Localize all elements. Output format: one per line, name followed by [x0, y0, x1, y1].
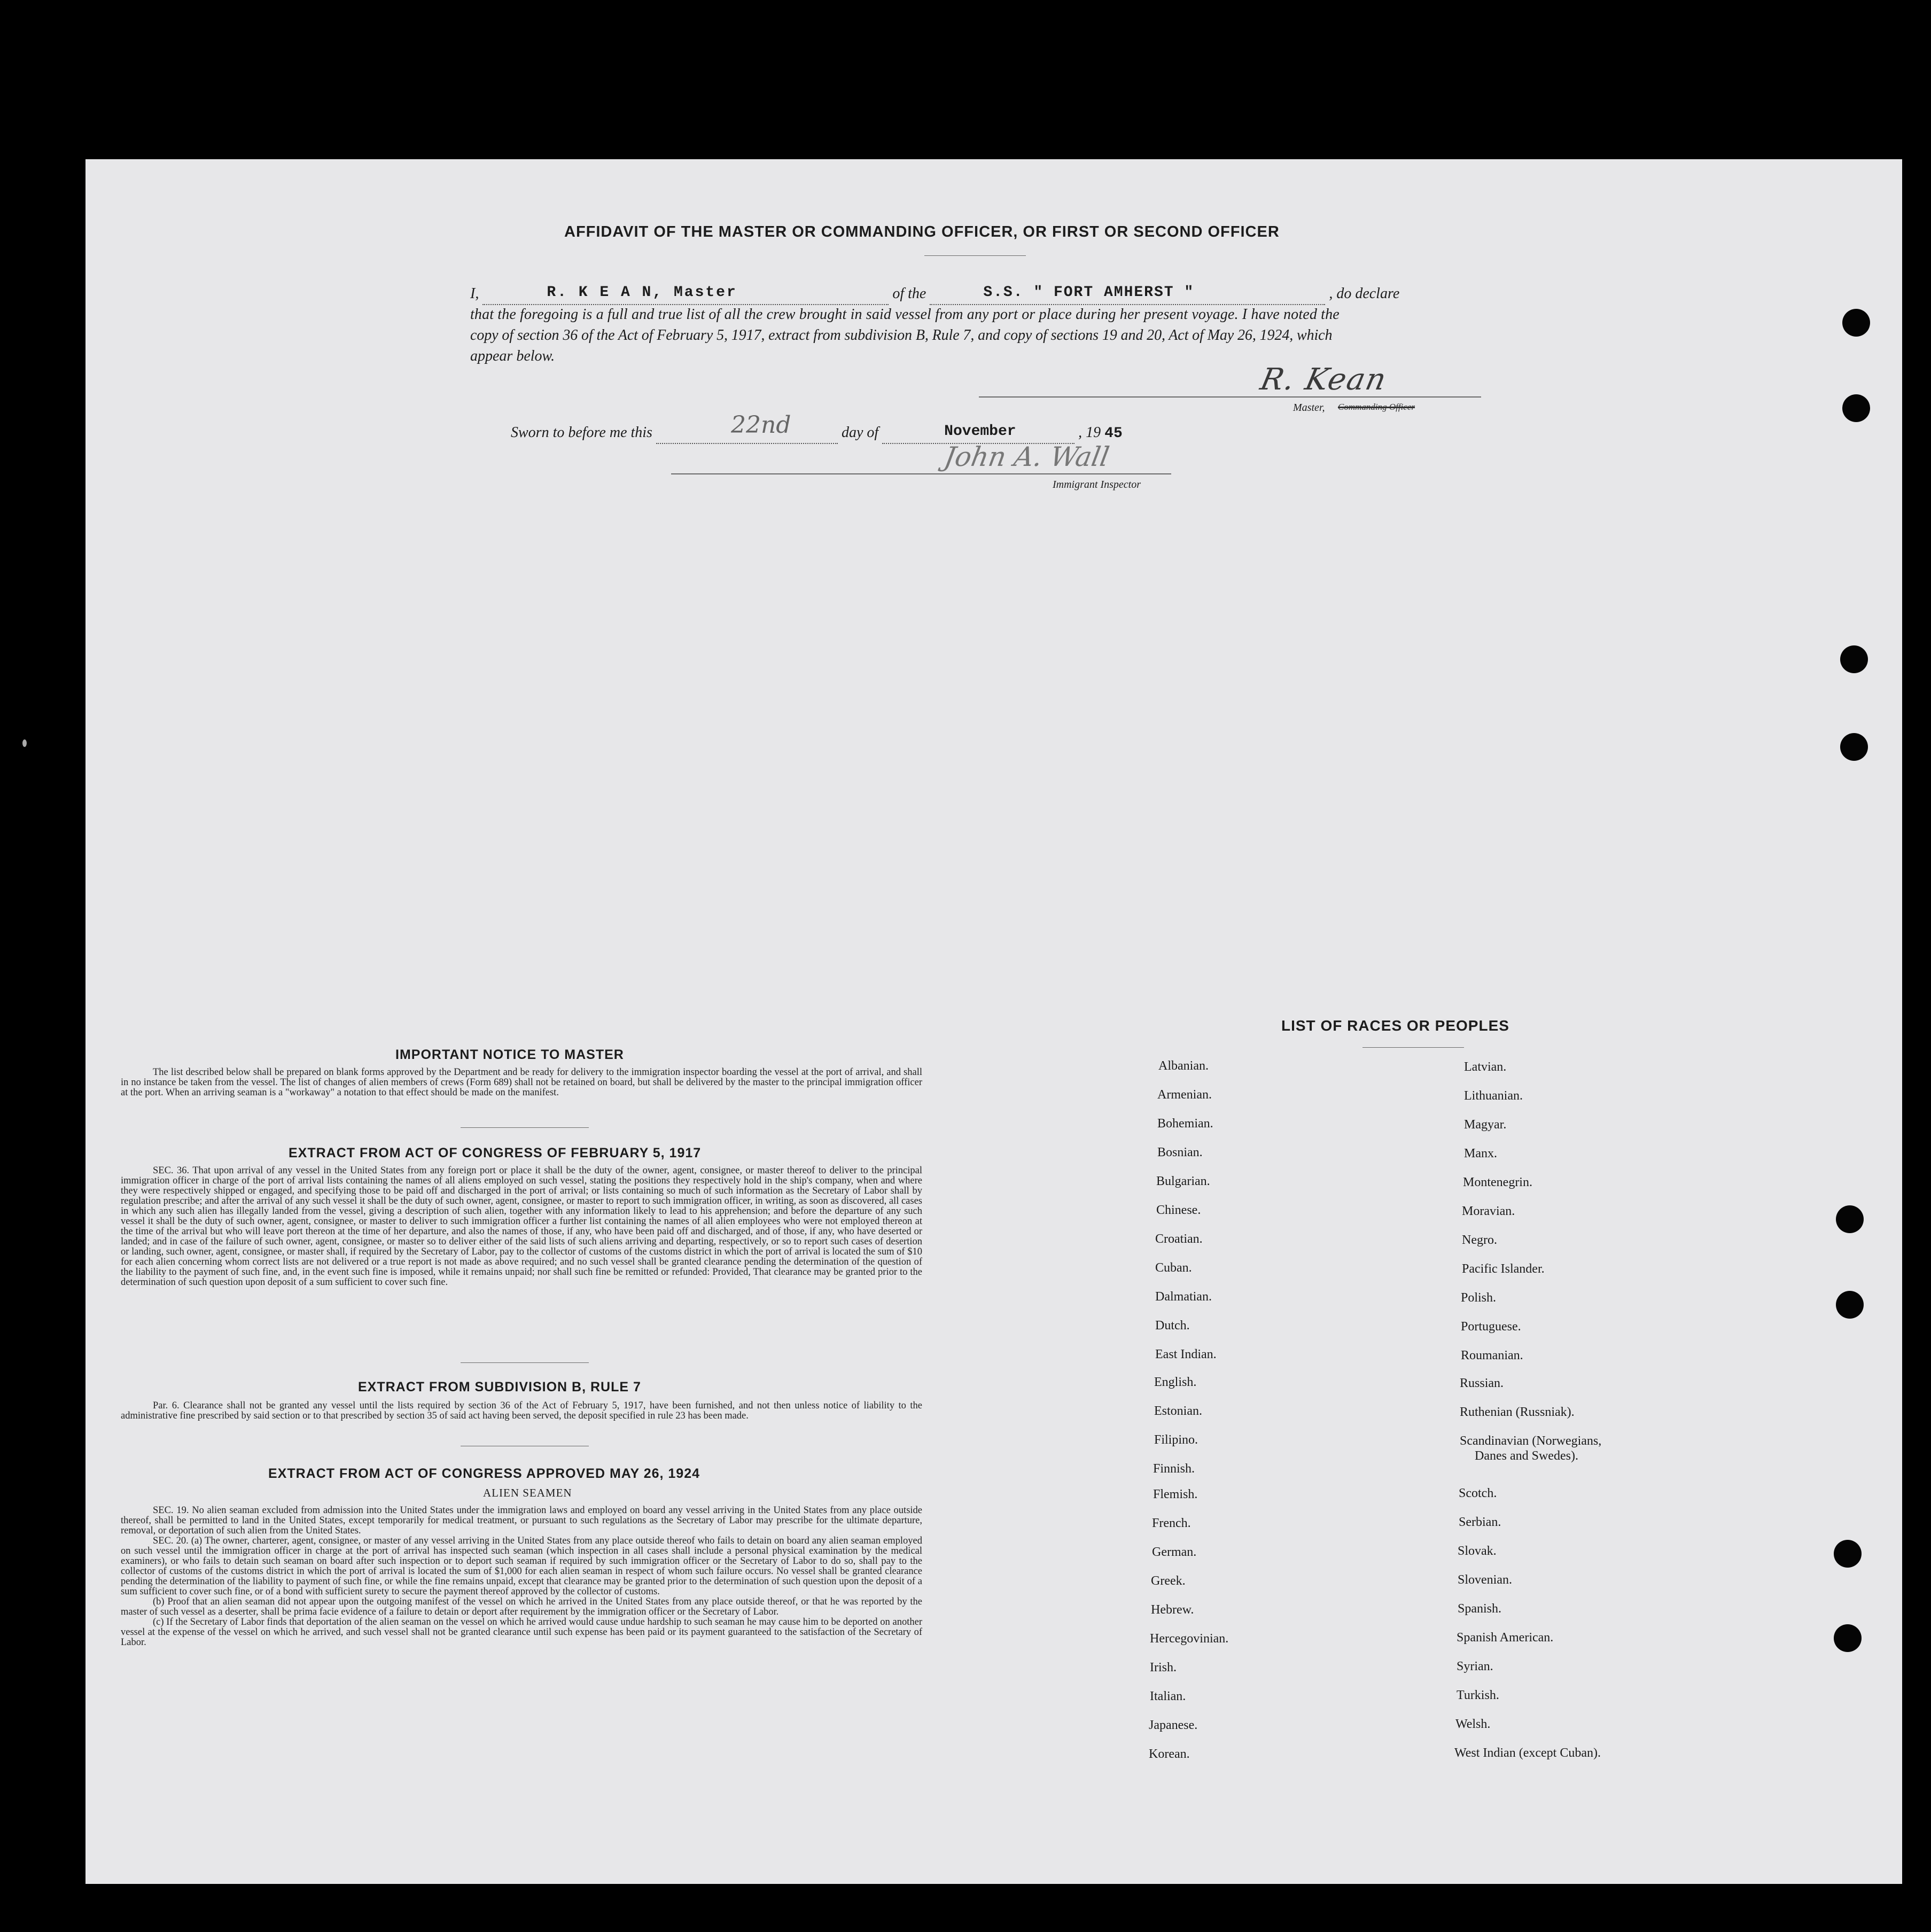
master-signature-line — [979, 396, 1481, 398]
race-item: English. — [1154, 1375, 1197, 1389]
race-item: Syrian. — [1457, 1660, 1493, 1673]
inspector-label: Immigrant Inspector — [1053, 479, 1141, 490]
punch-hole — [1834, 1624, 1862, 1652]
race-item: Polish. — [1461, 1291, 1497, 1305]
race-item: Dutch. — [1155, 1319, 1190, 1333]
race-item: Russian. — [1460, 1376, 1504, 1390]
race-item: Cuban. — [1155, 1261, 1192, 1275]
race-item: Chinese. — [1156, 1203, 1201, 1217]
year-prefix-label: , 19 — [1078, 424, 1101, 441]
races-divider — [1362, 1047, 1464, 1048]
race-item: Slovak. — [1458, 1544, 1497, 1558]
race-item: Turkish. — [1457, 1688, 1499, 1702]
i-label: I, — [470, 285, 479, 302]
affidavit-line-4: appear below. — [470, 348, 555, 364]
race-item: Estonian. — [1154, 1404, 1202, 1418]
notice-text — [121, 1068, 922, 1098]
race-item: Filipino. — [1154, 1433, 1198, 1447]
day-field — [656, 411, 838, 444]
scan-speck — [22, 739, 27, 747]
sec-36-paragraph: SEC. 36. That upon arrival of any vessel in the United States from any foreign port or place it shall be the duty of the owner, agent, consignee, or master thereof to deliver to the principal immigration officer in charge of the port of arrival lists containing the names of all aliens employed on such vessel, stating the positions they respectively hold in the ship's company, when and where they were respectively shipped or engaged, and specifying those to be paid off and discharged in the port of arrival; or lists containing so much of such information as the Secretary of Labor shall by regulation prescribe; and after the arrival of any such vessel it shall be the duty of such owner, agent, consignee, or master to report to such immigration officer, in writing, as soon as discovered, all cases in which any such alien has illegally landed from the vessel, giving a description of such alien, together with any information likely to lead to his apprehension; and before the departure of any such vessel it shall be the duty of such owner, agent, consignee, or master to deliver to such immigration officer a further list containing the names of all alien employees who were not employed thereon at the time of the arrival but who will leave port thereon at the time of her departure, and also the names of those, if any, who have been paid off and discharged, and of those, if any, who have deserted or landed; and in case of the failure of such owner, agent, consignee, or master so to deliver either of the said lists of such aliens arriving and departing, respectively, or so to report such cases of desertion or landing, such owner, agent, consignee, or master shall, if required by the Secretary of Labor, pay to the collector of customs of the customs district in which the port of arrival is located the sum of $10 for each alien concerning whom correct lists are not delivered or a true report is not made as above required; and no such vessel shall be granted clearance pending the determination of the question of the liability to the payment of such fine, and, in the event such fine is imposed, while it remains unpaid; nor shall such fine be remitted or refunded: Provided, That clearance may be granted prior to the determination of such question upon deposit of a sum sufficient to cover such fine. — [121, 1165, 922, 1288]
race-item: Moravian. — [1462, 1204, 1515, 1218]
day-value: 22nd — [730, 411, 791, 439]
race-item: Danes and Swedes). — [1475, 1449, 1578, 1463]
affidavit-line-3: copy of section 36 of the Act of February 5, 1917, extract from subdivision B, Rule 7, and copy of sections 19 and 20, Act of May 26, 1924, which — [470, 327, 1333, 344]
race-item: Portuguese. — [1461, 1320, 1521, 1334]
sworn-label: Sworn to before me this — [511, 424, 652, 441]
day-of-label: day of — [841, 424, 879, 441]
sec-20a-paragraph: SEC. 20. (a) The owner, charterer, agent, consignee, or master of any vessel arriving in the United States from any place outside thereof who fails to detain on board any alien seaman employed on such vessel until the immigration officer in charge at the port of arrival has inspected such seaman (which inspection in all cases shall include a personal physical examination by the medical examiners), or who fails to detain such seaman on board after such inspection or to deport such seaman if required by such immigration officer or the Secretary of Labor to do so, shall pay to the collector of customs of the customs district in which the port of arrival is located the sum of $1,000 for each alien seaman in respect of whom such failure occurs. No vessel shall be granted clearance pending the determination of the liability to payment of such fine, or while the fine remains unpaid, except that clearance may be granted prior to the determination of such question upon the deposit of a sum sufficient to cover such fine, or of a bond with sufficient surety to secure the payment thereof approved by the collector of customs. — [121, 1536, 922, 1597]
sworn-row — [511, 411, 1152, 443]
race-item: Bosnian. — [1157, 1146, 1203, 1159]
punch-hole — [1842, 309, 1870, 337]
race-item: Greek. — [1151, 1574, 1186, 1588]
punch-hole — [1840, 645, 1868, 673]
race-item: French. — [1152, 1516, 1191, 1530]
declare-label: , do declare — [1329, 285, 1400, 302]
punch-hole — [1840, 733, 1868, 761]
vessel-name-value: S.S. " FORT AMHERST " — [983, 284, 1195, 301]
sec-20c-paragraph: (c) If the Secretary of Labor finds that deportation of the alien seaman on the vessel on which he arrived would cause undue hardship to such seaman he may cause him to be deported on another vessel at the expense of the vessel on which he arrived, and such vessel shall not be granted clearance until such expense has been paid or its payment guaranteed to the satisfaction of the Secretary of Labor. — [121, 1617, 922, 1648]
affidavit-statement — [470, 283, 1483, 367]
race-item: Italian. — [1150, 1689, 1186, 1703]
race-item: Lithuanian. — [1464, 1089, 1523, 1103]
master-signature: R. Kean — [1257, 362, 1390, 397]
race-item: Welsh. — [1455, 1717, 1491, 1731]
notice-paragraph: The list described below shall be prepared on blank forms approved by the Department and be ready for delivery to the immigration inspector boarding the vessel at the port of arrival, and shall in no instance be taken from the vessel. The list of changes of alien members of crews (Form 689) shall not be retained on board, but shall be delivered by the master to the principal immigration officer at the port. When an arriving seaman is a "workaway" a notation to that effect should be made on the manifest. — [121, 1067, 922, 1098]
affidavit-line-2: that the foregoing is a full and true list of all the crew brought in said vessel from any port or place during her present voyage. I have noted the — [470, 306, 1340, 323]
race-item: Japanese. — [1149, 1718, 1198, 1732]
race-item: Albanian. — [1158, 1059, 1209, 1073]
of-the-label: of the — [892, 285, 926, 302]
race-item: Negro. — [1462, 1233, 1497, 1247]
race-item: Finnish. — [1153, 1462, 1195, 1476]
race-item: Dalmatian. — [1155, 1290, 1212, 1304]
extract-1917-text — [121, 1166, 922, 1288]
alien-seamen-subtitle: ALIEN SEAMEN — [483, 1486, 572, 1499]
notice-title: IMPORTANT NOTICE TO MASTER — [395, 1047, 624, 1062]
race-item: Irish. — [1150, 1661, 1177, 1674]
race-item: East Indian. — [1155, 1347, 1217, 1361]
inspector-signature-line — [671, 473, 1171, 474]
section-divider — [461, 1127, 589, 1128]
punch-hole — [1834, 1540, 1862, 1568]
races-title: LIST OF RACES OR PEOPLES — [1281, 1017, 1509, 1034]
struck-title-label: Commanding Officer — [1338, 402, 1415, 412]
race-item: Pacific Islander. — [1462, 1262, 1545, 1276]
punch-hole — [1836, 1205, 1864, 1233]
race-item: Korean. — [1149, 1747, 1190, 1761]
title-divider — [924, 255, 1026, 256]
race-item: Hebrew. — [1151, 1603, 1194, 1617]
extract-rule7-title: EXTRACT FROM SUBDIVISION B, RULE 7 — [358, 1380, 641, 1395]
sworn-line — [511, 411, 1152, 443]
race-item: Manx. — [1464, 1147, 1497, 1160]
race-item: Scotch. — [1459, 1486, 1497, 1500]
race-item: Serbian. — [1459, 1515, 1501, 1529]
race-item: Bulgarian. — [1156, 1174, 1210, 1188]
month-field — [882, 422, 1074, 444]
race-item: Spanish. — [1458, 1602, 1502, 1616]
race-item: Slovenian. — [1458, 1573, 1512, 1587]
race-item: Hercegovinian. — [1150, 1632, 1229, 1646]
race-item: German. — [1152, 1545, 1197, 1559]
section-divider — [461, 1362, 589, 1363]
punch-hole — [1836, 1291, 1864, 1319]
par-6-paragraph: Par. 6. Clearance shall not be granted any vessel until the lists required by section 36 of the Act of February 5, 1917, have been furnished, and not then unless notice of liability to the administrative fine prescribed by said section or to that prescribed by section 35 of said act having been served, the deposit specified in rule 23 has been made. — [121, 1400, 922, 1421]
sec-20b-paragraph: (b) Proof that an alien seaman did not appear upon the outgoing manifest of the vessel on which he arrived in the United States from any place outside thereof, or that he was reported by the master of such vessel as a deserter, shall be prima facie evidence of a failure to detain or deport after requirement by the immigration officer or the Secretary of Labor. — [121, 1596, 922, 1617]
race-item: Scandinavian (Norwegians, — [1460, 1434, 1602, 1448]
vessel-name-field — [930, 283, 1325, 305]
race-item: Spanish American. — [1457, 1631, 1554, 1645]
extract-1924-text — [121, 1506, 922, 1648]
punch-hole — [1842, 394, 1870, 422]
race-item: Magyar. — [1464, 1118, 1507, 1132]
affidavit-title: AFFIDAVIT OF THE MASTER OR COMMANDING OFFICER, OR FIRST OR SECOND OFFICER — [564, 223, 1280, 240]
extract-1924-title: EXTRACT FROM ACT OF CONGRESS APPROVED MAY 26, 1924 — [268, 1466, 700, 1481]
affidavit-line-1 — [470, 283, 1483, 304]
race-item: Flemish. — [1153, 1487, 1198, 1501]
extract-rule7-text — [121, 1401, 922, 1421]
master-name-value: R. K E A N, Master — [547, 284, 737, 301]
sec-19-paragraph: SEC. 19. No alien seaman excluded from admission into the United States under the immigration laws and employed on board any vessel arriving in the United States from any place outside thereof, shall be permitted to land in the United States, except temporarily for medical treatment, or pursuant to such regulations as the Secretary of Labor may prescribe for the ultimate departure, removal, or deportation of such alien from the United States. — [121, 1505, 922, 1536]
race-item: Armenian. — [1157, 1088, 1212, 1102]
extract-1917-title: EXTRACT FROM ACT OF CONGRESS OF FEBRUARY 5, 1917 — [289, 1146, 702, 1160]
race-item: Croatian. — [1155, 1232, 1203, 1246]
race-item: West Indian (except Cuban). — [1454, 1746, 1601, 1760]
race-item: Latvian. — [1464, 1060, 1507, 1074]
master-name-field — [482, 283, 889, 305]
race-item: Montenegrin. — [1463, 1175, 1532, 1189]
race-item: Ruthenian (Russniak). — [1460, 1405, 1575, 1419]
year-value: 45 — [1104, 425, 1123, 442]
month-value: November — [944, 423, 1016, 440]
race-item: Roumanian. — [1461, 1349, 1523, 1362]
race-item: Bohemian. — [1157, 1117, 1213, 1131]
inspector-signature: John A. Wall — [941, 441, 1112, 472]
master-label: Master, — [1293, 402, 1325, 414]
